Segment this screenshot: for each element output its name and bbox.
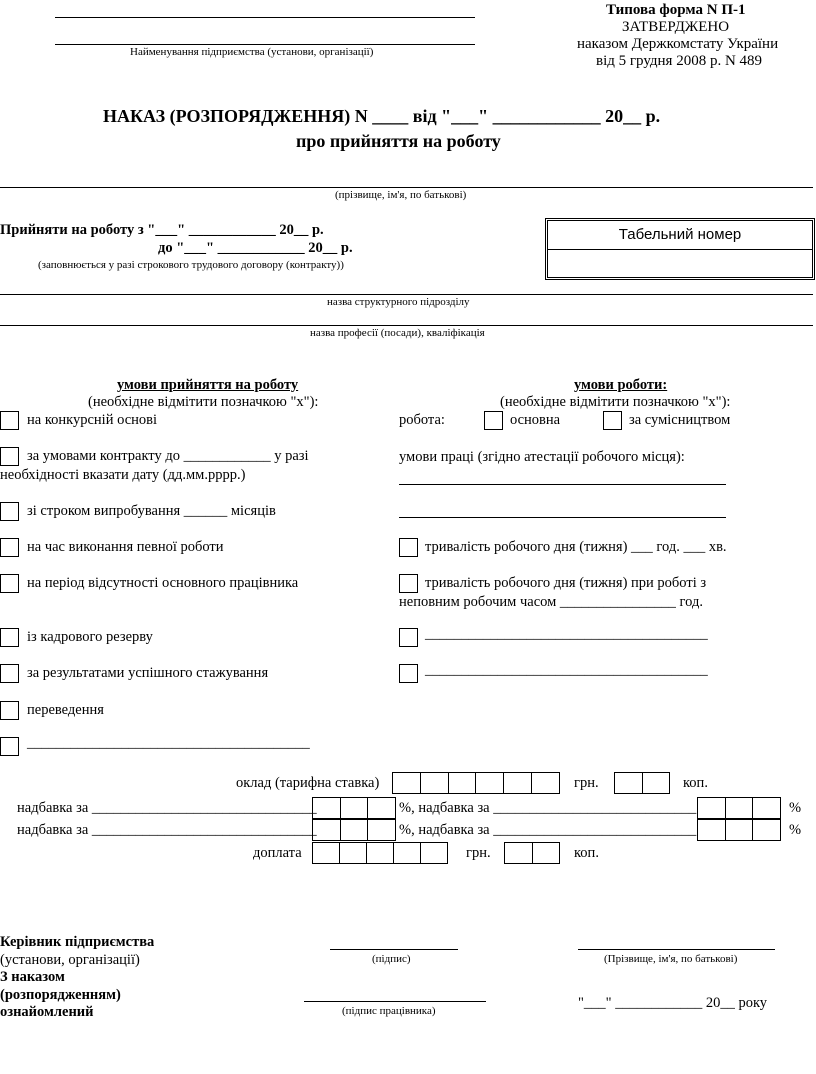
org-name-line-1 xyxy=(55,17,475,18)
conditions-line-2[interactable] xyxy=(399,517,726,518)
date-ref: від 5 грудня 2008 р. N 489 xyxy=(596,53,763,69)
main-work-checkbox[interactable] xyxy=(484,411,503,430)
hire-note: (заповнюється у разі строкового трудового договору (контракту)) xyxy=(38,259,344,271)
employee-sign-caption: (підпис працівника) xyxy=(342,1005,436,1017)
head-name-line[interactable] xyxy=(578,949,775,950)
pct-bonus-cells-1[interactable] xyxy=(697,797,781,819)
combo-work-checkbox[interactable] xyxy=(603,411,622,430)
probation-label: зі строком випробування ______ місяців xyxy=(27,503,276,519)
specific-work-label: на час виконання певної роботи xyxy=(27,539,224,555)
extra-uah-label: грн. xyxy=(466,845,491,861)
extra-uah-cells[interactable] xyxy=(312,842,448,864)
contract-label: за умовами контракту до ____________ у разі xyxy=(27,448,309,464)
absence-label: на період відсутності основного працівника xyxy=(27,575,299,591)
org-name-line-2 xyxy=(55,44,475,45)
internship-label: за результатами успішного стажування xyxy=(27,665,269,681)
page-title: НАКАЗ (РОЗПОРЯДЖЕННЯ) N ____ від "___" ____________ 20__ р. xyxy=(103,106,661,126)
org-caption: Найменування підприємства (установи, організації) xyxy=(130,46,374,58)
rate-label: оклад (тарифна ставка) xyxy=(236,775,380,791)
ack-date: "___" ____________ 20__ року xyxy=(578,995,768,1011)
bonus-cells-1[interactable] xyxy=(312,797,396,819)
approved-label: ЗАТВЕРДЖЕНО xyxy=(622,19,730,35)
other-field[interactable]: _______________________________________ xyxy=(27,735,310,751)
combo-work-label: за сумісництвом xyxy=(629,412,731,428)
transfer-label: переведення xyxy=(27,702,104,718)
ack-label-2: (розпорядженням) xyxy=(0,987,121,1003)
duration-label: тривалість робочого дня (тижня) ___ год. ___ хв. xyxy=(425,539,727,555)
conditions-label: умови праці (згідно атестації робочого місця): xyxy=(399,449,685,465)
bonus-label-2: надбавка за _______________________________ xyxy=(17,822,317,838)
tab-number-label: Табельний номер xyxy=(548,221,812,250)
page-subtitle: про прийняття на роботу xyxy=(296,131,501,151)
work-label: робота: xyxy=(399,412,445,428)
main-work-label: основна xyxy=(510,412,561,428)
rate-kop-label: коп. xyxy=(683,775,708,791)
rate-uah-cells[interactable] xyxy=(392,772,560,794)
partial-label-2: неповним робочим часом ________________ год. xyxy=(399,594,703,610)
pct-label-1: % xyxy=(789,800,802,816)
transfer-checkbox[interactable] xyxy=(0,701,19,720)
hire-from xyxy=(0,222,324,239)
head-label: Керівник підприємства xyxy=(0,934,155,950)
profession-caption: назва професії (посади), кваліфікація xyxy=(310,327,485,339)
specific-work-checkbox[interactable] xyxy=(0,538,19,557)
name-line xyxy=(0,187,813,188)
partial-label-1: тривалість робочого дня (тижня) при роботі з xyxy=(425,575,707,591)
duration-checkbox[interactable] xyxy=(399,538,418,557)
bonus-label-1: надбавка за _______________________________ xyxy=(17,800,317,816)
absence-checkbox[interactable] xyxy=(0,574,19,593)
hire-from-text: Прийняти на роботу з "___" ____________ 20__ р. xyxy=(0,222,324,238)
competitive-label: на конкурсній основі xyxy=(27,412,158,428)
department-caption: назва структурного підрозділу xyxy=(327,296,470,308)
rate-uah-label: грн. xyxy=(574,775,599,791)
probation-checkbox[interactable] xyxy=(0,502,19,521)
head-sign-caption: (підпис) xyxy=(372,953,411,965)
internship-checkbox[interactable] xyxy=(0,664,19,683)
extra-kop-cells[interactable] xyxy=(504,842,560,864)
reserve-checkbox[interactable] xyxy=(0,628,19,647)
other-checkbox[interactable] xyxy=(0,737,19,756)
employee-sign-line[interactable] xyxy=(304,1001,486,1002)
conditions-line-1[interactable] xyxy=(399,484,726,485)
hire-to xyxy=(158,240,353,257)
rate-kop-cells[interactable] xyxy=(614,772,670,794)
reserve-label: із кадрового резерву xyxy=(27,629,153,645)
pct-bonus-label-1: %, надбавка за ____________________________ xyxy=(399,800,697,816)
right-heading: умови роботи: xyxy=(574,377,668,393)
hire-to-text: до "___" ____________ 20__ р. xyxy=(158,240,353,256)
name-caption: (прізвище, ім'я, по батькові) xyxy=(335,189,467,201)
head-org-label: (установи, організації) xyxy=(0,952,140,968)
profession-line xyxy=(0,325,813,326)
pct-label-2: % xyxy=(789,822,802,838)
ack-label-3: ознайомлений xyxy=(0,1004,94,1020)
tab-number-box xyxy=(545,218,815,280)
contract-note: необхідності вказати дату (дд.мм.рррр.) xyxy=(0,467,246,483)
extra-label: доплата xyxy=(253,845,302,861)
head-sign-line[interactable] xyxy=(330,949,458,950)
pct-bonus-cells-2[interactable] xyxy=(697,819,781,841)
head-name-caption: (Прізвище, ім'я, по батькові) xyxy=(604,953,738,965)
bonus-cells-2[interactable] xyxy=(312,819,396,841)
left-hint: (необхідне відмітити позначкою "х"): xyxy=(88,394,319,410)
right-blank-field-1[interactable]: _______________________________________ xyxy=(425,626,708,642)
tab-number-field[interactable] xyxy=(548,250,812,278)
ack-label-1: З наказом xyxy=(0,969,65,985)
order-ref: наказом Держкомстату України xyxy=(577,36,779,52)
contract-checkbox[interactable] xyxy=(0,447,19,466)
right-hint: (необхідне відмітити позначкою "х"): xyxy=(500,394,731,410)
extra-kop-label: коп. xyxy=(574,845,599,861)
right-blank-checkbox-2[interactable] xyxy=(399,664,418,683)
right-blank-field-2[interactable]: _______________________________________ xyxy=(425,662,708,678)
partial-checkbox[interactable] xyxy=(399,574,418,593)
form-title: Типова форма N П-1 xyxy=(606,2,746,18)
left-heading: умови прийняття на роботу xyxy=(117,377,299,393)
right-blank-checkbox-1[interactable] xyxy=(399,628,418,647)
competitive-checkbox[interactable] xyxy=(0,411,19,430)
department-line xyxy=(0,294,813,295)
pct-bonus-label-2: %, надбавка за ____________________________ xyxy=(399,822,697,838)
